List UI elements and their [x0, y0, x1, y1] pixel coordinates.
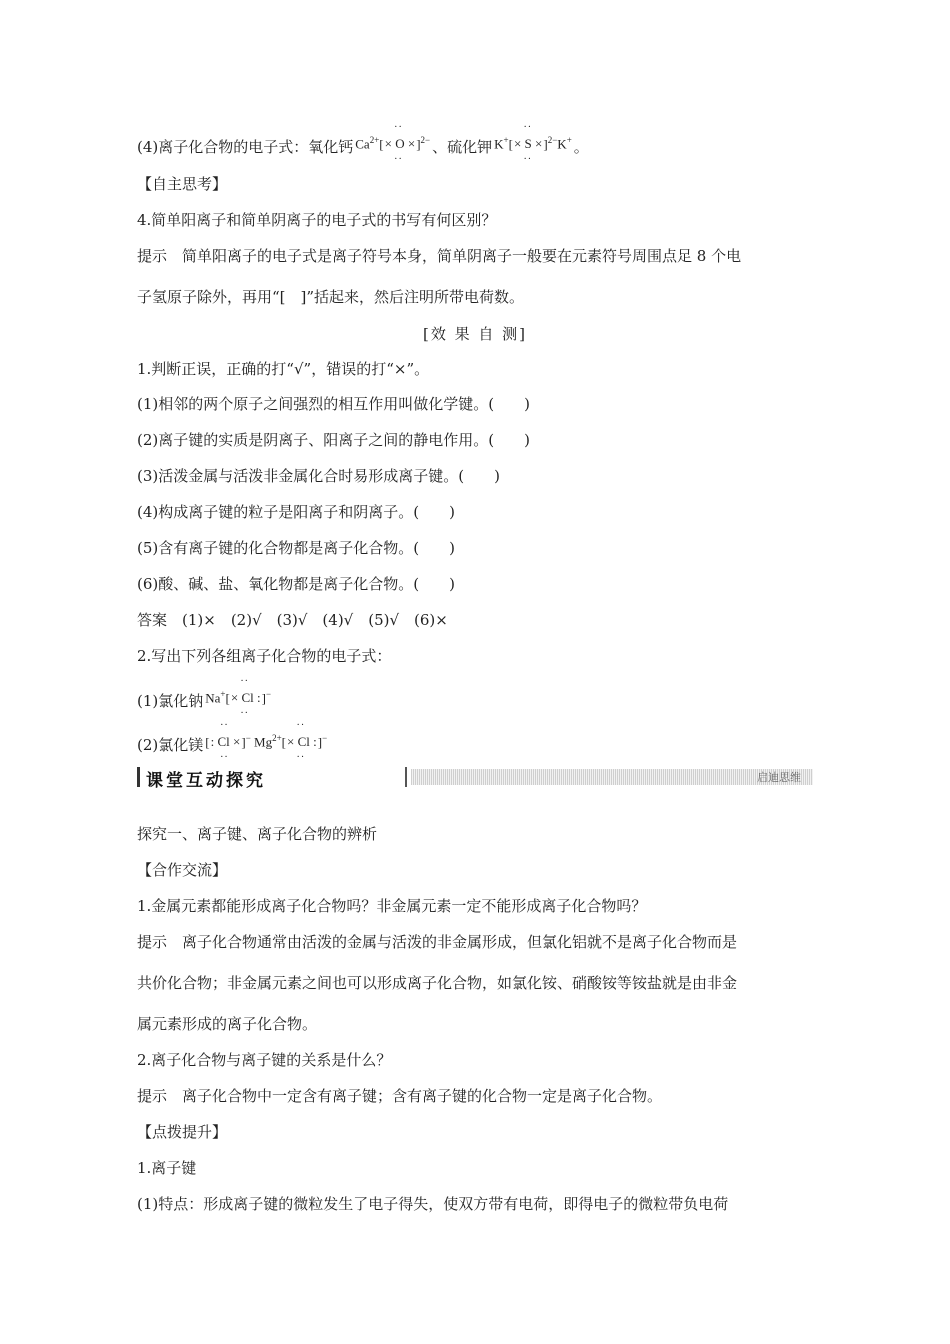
element-mg: Mg: [254, 734, 273, 750]
nacl-electron-formula-line: [137, 676, 273, 720]
bracket-close: ]: [543, 136, 548, 152]
dots-top: ··: [512, 122, 533, 134]
hint-text: 提示 离子化合物通常由活泼的金属与活泼的非金属形成，但氯化铝就不是离子化合物而是: [137, 933, 738, 951]
bracket-open: [: [508, 136, 513, 152]
element-k: K: [557, 136, 567, 152]
element-cl: Cl: [217, 734, 230, 750]
bracket-close: ]: [317, 734, 323, 750]
dots-bottom: ··: [209, 752, 229, 764]
dots-bottom: ··: [286, 752, 306, 764]
bracket-open: [: [225, 690, 230, 706]
hint-text: 子氢原子除外，再用“[ ]”括起来，然后注明所带电荷数。: [137, 288, 525, 306]
cao-electron-formula: [355, 122, 431, 166]
electron-dots: × Cl : ·· ··: [286, 720, 317, 764]
line-text: (4)离子化合物的电子式：氧化钙: [137, 138, 354, 157]
bracket-open: [: [205, 734, 210, 750]
dots-bottom: ··: [512, 154, 533, 166]
hint-text: 提示 简单阳离子的电子式是离子符号本身，简单阴离子一般要在元素符号周围点足 8 个电: [137, 247, 742, 265]
statement-item: (4)构成离子键的粒子是阳离子和阴离子。( ): [137, 503, 455, 521]
element-cl: Cl: [241, 690, 254, 706]
element-ca: Ca: [355, 136, 370, 152]
dots-top: ··: [229, 676, 250, 688]
dots-bottom: ··: [383, 154, 403, 166]
charge-label: −: [245, 733, 251, 743]
electron-cross: ×: [513, 136, 522, 152]
dots-top: ··: [286, 720, 306, 732]
hint-text: 提示 离子化合物中一定含有离子键；含有离子键的化合物一定是离子化合物。: [137, 1087, 663, 1105]
dots-top: ··: [209, 720, 229, 732]
self-test-title: [效 果 自 测]: [422, 325, 527, 343]
banner-hatch: [411, 769, 813, 785]
line-text: 、硫化钾: [432, 138, 493, 157]
answer-text: 答案 (1)× (2)√ (3)√ (4)√ (5)√ (6)×: [137, 611, 448, 629]
statement-item: (5)含有离子键的化合物都是离子化合物。( ): [137, 539, 455, 557]
hint-text: 共价化合物；非金属元素之间也可以形成离子化合物，如氯化铵、硝酸铵等铵盐就是由非金: [137, 974, 738, 992]
statement-item: (2)离子键的实质是阴离子、阳离子之间的静电作用。( ): [137, 431, 530, 449]
section-heading: 【点拨提升】: [137, 1123, 228, 1141]
electron-cross: ×: [230, 690, 239, 706]
electron-cross: ×: [233, 734, 241, 750]
bracket-open: [: [281, 734, 287, 750]
element-na: Na: [205, 690, 221, 706]
charge-label: +: [566, 135, 572, 145]
section-heading: 【自主思考】: [137, 175, 228, 193]
banner-subtitle: 启迪思维: [757, 771, 801, 784]
subsection-heading: 1.离子键: [137, 1159, 197, 1177]
dots-top: ··: [383, 122, 403, 134]
section-banner: [137, 765, 813, 789]
element-o: O: [395, 136, 405, 152]
bracket-close: ]: [416, 136, 421, 152]
section-heading: 探究一、离子键、离子化合物的辨析: [137, 825, 378, 843]
nacl-electron-formula: [205, 676, 272, 720]
charge-label: +: [503, 135, 509, 145]
line-text: (2)氯化镁: [137, 736, 204, 755]
charge-label: −: [265, 689, 272, 699]
charge-label: 2+: [369, 135, 380, 145]
statement-item: (1)相邻的两个原子之间强烈的相互作用叫做化学键。( ): [137, 395, 530, 413]
electron-cross: ×: [287, 734, 295, 750]
electron-dots: × Cl : ·· ··: [229, 676, 261, 720]
question-text: 4.简单阳离子和简单阴离子的电子式的书写有何区别？: [137, 211, 497, 229]
charge-label: 2−: [547, 135, 558, 145]
section-heading: 【合作交流】: [137, 861, 228, 879]
electron-cross: ×: [407, 136, 416, 152]
line-text: 。: [573, 138, 589, 157]
electron-dots: [512, 122, 543, 166]
element-cl: Cl: [297, 734, 310, 750]
charge-label: +: [220, 689, 226, 699]
question-text: 1.金属元素都能形成离子化合物吗？非金属元素一定不能形成离子化合物吗？: [137, 897, 647, 915]
banner-bar: [137, 767, 140, 787]
question-text: 2.写出下列各组离子化合物的电子式：: [137, 647, 392, 665]
banner-divider: [405, 767, 407, 787]
mgcl2-electron-formula: [205, 720, 328, 764]
dots-bottom: ··: [229, 708, 250, 720]
mgcl2-electron-formula-line: [137, 720, 329, 764]
charge-label: −: [322, 733, 328, 743]
electron-cross: ×: [535, 136, 543, 152]
statement-item: (3)活泼金属与活泼非金属化合时易形成离子键。( ): [137, 467, 500, 485]
statement-item: (6)酸、碱、盐、氧化物都是离子化合物。( ): [137, 575, 455, 593]
electron-dots: [383, 122, 417, 166]
charge-label: 2+: [272, 733, 282, 743]
charge-label: 2−: [420, 135, 431, 145]
cao-k2s-electron-formula-line: [137, 122, 589, 166]
electron-cross: ×: [384, 136, 392, 152]
line-text: (1)氯化钠: [137, 692, 204, 711]
bracket-close: ]: [241, 734, 246, 750]
hint-text: 属元素形成的离子化合物。: [137, 1015, 318, 1033]
element-k: K: [494, 136, 504, 152]
electron-dots: : Cl × ·· ··: [209, 720, 241, 764]
bracket-close: ]: [261, 690, 266, 706]
element-s: S: [524, 136, 532, 152]
body-text: (1)特点：形成离子键的微粒发生了电子得失，使双方带有电荷，即得电子的微粒带负电荷: [137, 1195, 729, 1213]
banner-title: 课堂互动探究: [146, 771, 266, 791]
k2s-electron-formula: [494, 122, 572, 166]
bracket-open: [: [379, 136, 384, 152]
question-text: 2.离子化合物与离子键的关系是什么？: [137, 1051, 392, 1069]
question-text: 1.判断正误，正确的打“√”，错误的打“×”。: [137, 360, 430, 378]
